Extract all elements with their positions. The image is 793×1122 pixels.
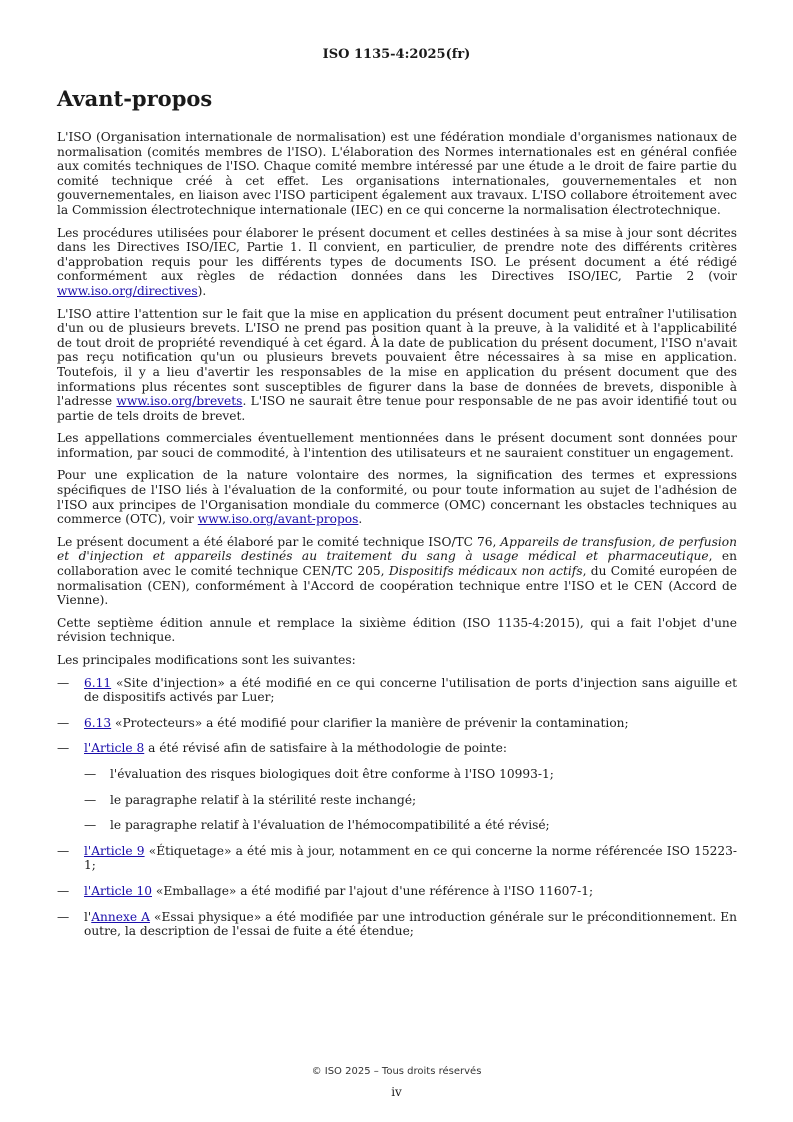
list-dash: — <box>57 843 70 858</box>
paragraph-text: , du Comité européen de normalisation (CEN), conformément à l'Accord de coopération technique entre l'ISO et le CEN (Accord de Vienne). <box>57 564 737 608</box>
page-title: Avant-propos <box>57 86 213 111</box>
list-item <box>57 676 737 705</box>
foreword-body <box>57 130 737 950</box>
paragraph-voluntary-nature <box>57 468 737 526</box>
list-item-text: «Essai physique» a été modifiée par une introduction générale sur le préconditionnement. En outre, la description de l'essai de fuite a été étendue; <box>84 909 737 939</box>
annex-a-link[interactable]: Annexe A <box>91 909 150 924</box>
sub-list-item-text: le paragraphe relatif à la stérilité reste inchangé; <box>110 792 417 807</box>
paragraph-edition: Cette septième édition annule et remplace la sixième édition (ISO 1135-4:2015), qui a fait l'objet d'une révision technique. <box>57 615 737 645</box>
page-number: iv <box>391 1085 402 1099</box>
article-9-link[interactable]: l'Article 9 <box>84 843 145 858</box>
list-dash: — <box>84 818 97 833</box>
copyright-footer: © ISO 2025 – Tous droits réservés <box>311 1066 482 1077</box>
list-item <box>57 884 737 899</box>
sub-list-item <box>84 793 737 808</box>
paragraph-trade-names: Les appellations commerciales éventuellement mentionnées dans le présent document sont données pour information, par souci de commodité, à l'intention des utilisateurs et ne sauraient constituer un engagement. <box>57 431 737 460</box>
list-item-text: «Protecteurs» a été modifié pour clarifier la manière de prévenir la contamination; <box>111 715 629 730</box>
list-item <box>57 844 737 873</box>
clause-6-11-link[interactable]: 6.11 <box>84 675 112 690</box>
list-dash: — <box>57 741 70 756</box>
sub-list-item-text: le paragraphe relatif à l'évaluation de l'hémocompatibilité a été révisé; <box>110 818 550 833</box>
paragraph-text: Pour une explication de la nature volontaire des normes, la signification des termes et expressions spécifiques de l'ISO liés à l'évaluation de la conformité, ou pour toute information au sujet de l'adhésion de l'ISO aux principes de l'Organisation mondiale du commerce (OMC) concernant les obstacles techniques au commerce (OTC), voir <box>57 468 737 527</box>
article-10-link[interactable]: l'Article 10 <box>84 883 152 898</box>
document-header: ISO 1135-4:2025(fr) <box>322 47 471 62</box>
patents-link[interactable]: www.iso.org/brevets <box>116 394 243 409</box>
committee-tc76-title: Appareils de transfusion, de perfusion et d'injection et appareils destinés au traitement du sang à usage médical et pharmaceutique <box>57 534 737 564</box>
paragraph-text: L'ISO attire l'attention sur le fait que la mise en application du présent document peut entraîner l'utilisation d'un ou de plusieurs brevets. L'ISO ne prend pas position quant à la preuve, à la validité et à l'applicabilité de tout droit de propriété revendiqué à cet égard. À la date de publication du présent document, l'ISO n'avait pas reçu notification qu'un ou plusieurs brevets pouvaient être nécessaires à sa mise en application. Toutefois, il y a lieu d'avertir les responsables de la mise en application du présent document que des informations plus récentes sont susceptibles de figurer dans la base de données de brevets, disponible à l'adresse <box>57 306 737 409</box>
list-item-text: «Étiquetage» a été mis à jour, notamment en ce qui concerne la norme référencée ISO 15223-1; <box>84 843 737 873</box>
list-item <box>57 741 737 832</box>
committee-tc205-title: Dispositifs médicaux non actifs <box>388 564 583 579</box>
list-item-text: «Site d'injection» a été modifié en ce qui concerne l'utilisation de ports d'injection sans aiguille et de dispositifs activés par Luer; <box>84 675 737 705</box>
paragraph-committee <box>57 535 737 608</box>
list-dash: — <box>57 909 70 924</box>
paragraph-changes-intro: Les principales modifications sont les suivantes: <box>57 653 356 667</box>
paragraph-text: . <box>358 512 363 527</box>
list-item <box>57 716 737 731</box>
list-item <box>57 910 737 939</box>
foreword-info-link[interactable]: www.iso.org/avant-propos <box>197 512 359 527</box>
list-item-text: a été révisé afin de satisfaire à la méthodologie de pointe: <box>144 741 507 756</box>
list-dash: — <box>57 675 70 690</box>
article-8-link[interactable]: l'Article 8 <box>84 741 145 756</box>
clause-6-13-link[interactable]: 6.13 <box>84 715 112 730</box>
list-dash: — <box>57 883 70 898</box>
paragraph-text: ). <box>197 283 207 298</box>
list-dash: — <box>84 766 97 781</box>
paragraph-iso-intro: L'ISO (Organisation internationale de normalisation) est une fédération mondiale d'organismes nationaux de normalisation (comités membres de l'ISO). L'élaboration des Normes internationales est en général confiée aux comités techniques de l'ISO. Chaque comité membre intéressé par une étude a le droit de faire partie du comité technique créé à cet effet. Les organisations internationales, gouvernementales et non gouvernementales, en liaison avec l'ISO participent également aux travaux. L'ISO collabore étroitement avec la Commission électrotechnique internationale (IEC) en ce qui concerne la normalisation électrotechnique. <box>57 130 737 217</box>
list-dash: — <box>57 715 70 730</box>
paragraph-text: . L'ISO ne saurait être tenue pour responsable de ne pas avoir identifié tout ou partie de tels droits de brevet. <box>57 394 737 423</box>
sub-list-item <box>84 767 737 782</box>
changes-list <box>57 676 737 939</box>
list-item-text: «Emballage» a été modifié par l'ajout d'une référence à l'ISO 11607-1; <box>152 883 594 898</box>
paragraph-procedures <box>57 226 737 299</box>
paragraph-text: Les procédures utilisées pour élaborer le présent document et celles destinées à sa mise à jour sont décrites dans les Directives ISO/IEC, Partie 1. Il convient, en particulier, de prendre note des différents critères d'approbation requis pour les différents types de documents ISO. Le présent document a été rédigé conformément aux règles de rédaction données dans les Directives ISO/IEC, Partie 2 (voir <box>57 225 737 284</box>
sub-list-item-text: l'évaluation des risques biologiques doit être conforme à l'ISO 10993-1; <box>110 766 554 781</box>
list-dash: — <box>84 792 97 807</box>
list-item-text: l' <box>84 909 92 924</box>
paragraph-text: Le présent document a été élaboré par le comité technique ISO/TC 76, <box>57 534 501 549</box>
sub-list <box>84 767 737 833</box>
paragraph-text: , en collaboration avec le comité technique CEN/TC 205, <box>57 549 737 579</box>
paragraph-patents <box>57 307 737 424</box>
sub-list-item <box>84 818 737 833</box>
directives-link[interactable]: www.iso.org/directives <box>57 283 198 298</box>
